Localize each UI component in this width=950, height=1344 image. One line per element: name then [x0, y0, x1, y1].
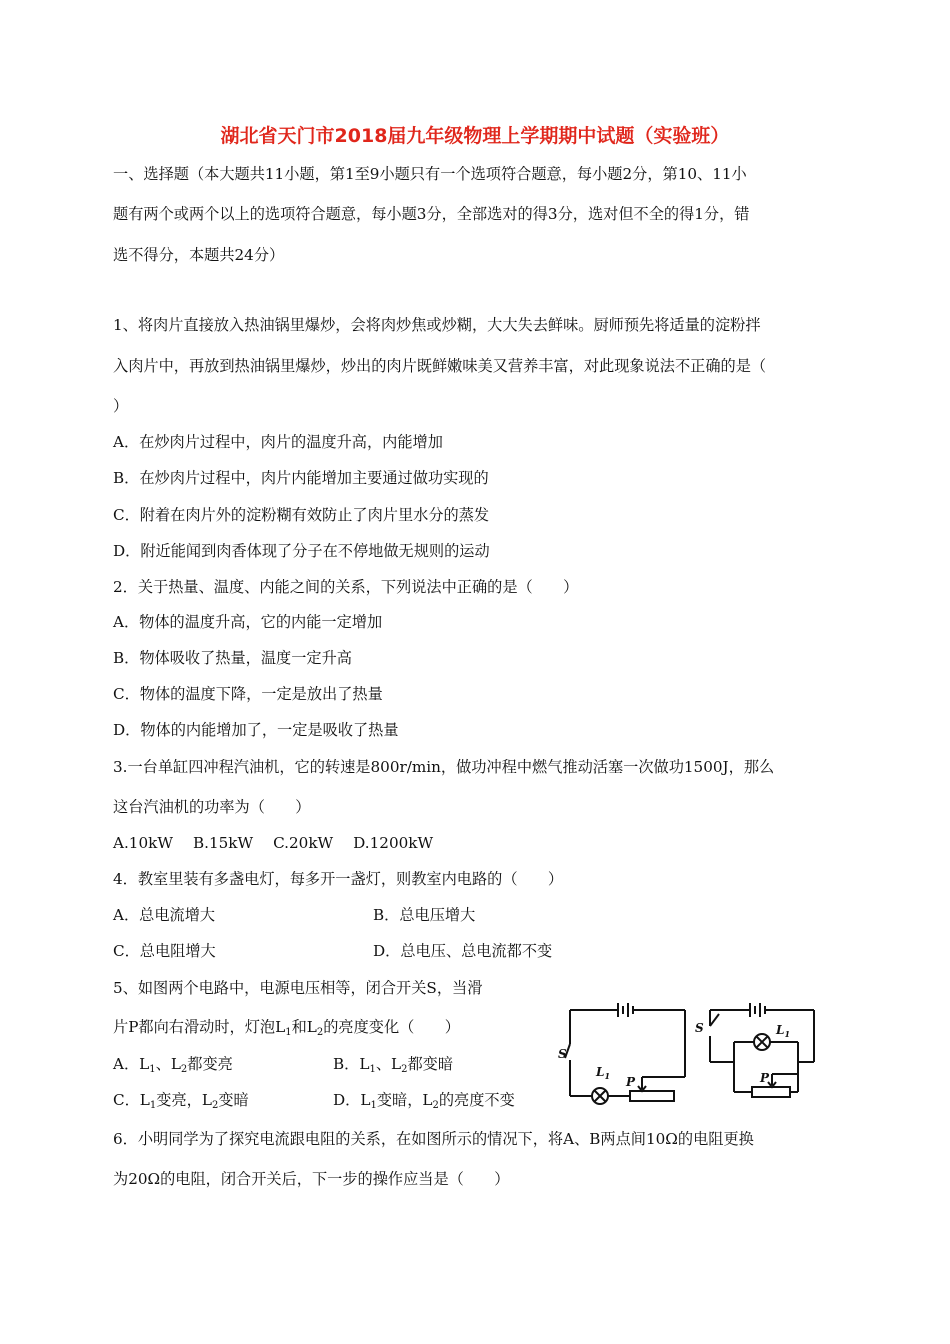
circuit-diagram-figure	[558, 992, 824, 1114]
question-1-stem: 1、将肉片直接放入热油锅里爆炒，会将肉炒焦或炒糊，大大失去鲜味。厨师预先将适量的淀粉拌	[113, 316, 761, 334]
question-4-option-b: B．总电压增大	[373, 906, 476, 924]
question-5-option-c: C．$L_1$变亮，$L_2$变暗	[113, 1091, 249, 1111]
lamp-label: $L_1$	[776, 1023, 791, 1039]
question-5-stem: 片P都向右滑动时，灯泡$L_1$和$L_2$的亮度变化（ ）	[113, 1018, 460, 1038]
question-6-stem: 为20Ω的电阻，闭合开关后，下一步的操作应当是（ ）	[113, 1170, 510, 1188]
question-5-stem: 5、如图两个电路中，电源电压相等，闭合开关S，当滑	[113, 979, 483, 997]
section-instructions-line: 一、选择题（本大题共11小题，第1至9小题只有一个选项符合题意，每小题2分，第10、11小	[113, 165, 747, 183]
question-2-option-d: D．物体的内能增加了，一定是吸收了热量	[113, 721, 399, 739]
rheostat-icon	[630, 1091, 674, 1101]
question-1-stem: 入肉片中，再放到热油锅里爆炒，炒出的肉片既鲜嫩味美又营养丰富，对此现象说法不正确的是（	[113, 357, 767, 375]
question-5-option-d: D．$L_1$变暗，$L_2$的亮度不变	[333, 1091, 515, 1111]
switch-label: S	[558, 1047, 567, 1061]
switch-label: S	[695, 1021, 704, 1035]
page-title: 湖北省天门市2018届九年级物理上学期期中试题（实验班）	[220, 125, 730, 147]
slider-label: P	[760, 1071, 770, 1085]
slider-label: P	[626, 1075, 636, 1089]
question-3-stem: 3.一台单缸四冲程汽油机，它的转速是800r/min，做功冲程中燃气推动活塞一次做功1500J，那么	[113, 758, 775, 776]
left-circuit	[565, 1003, 685, 1104]
question-5-option-b: B．$L_1$、$L_2$都变暗	[333, 1055, 454, 1075]
question-6-stem: 6．小明同学为了探究电流跟电阻的关系，在如图所示的情况下，将A、B两点间10Ω的电阻更换	[113, 1130, 754, 1148]
question-1-option-c: C．附着在肉片外的淀粉糊有效防止了肉片里水分的蒸发	[113, 506, 490, 524]
question-2-option-c: C．物体的温度下降，一定是放出了热量	[113, 685, 383, 703]
question-1-option-d: D．附近能闻到肉香体现了分子在不停地做无规则的运动	[113, 542, 490, 560]
question-3-stem: 这台汽油机的功率为（ ）	[113, 798, 311, 816]
question-4-option-a: A．总电流增大	[113, 906, 216, 924]
switch-icon	[710, 1014, 719, 1026]
rheostat-icon	[752, 1087, 790, 1097]
question-3-options: A.10kW B.15kW C.20kW D.1200kW	[113, 834, 434, 852]
question-5-option-a: A．$L_1$、$L_2$都变亮	[113, 1055, 233, 1075]
section-instructions-line: 选不得分，本题共24分）	[113, 246, 285, 264]
question-2-option-b: B．物体吸收了热量，温度一定升高	[113, 649, 352, 667]
question-4-stem: 4．教室里装有多盏电灯，每多开一盏灯，则教室内电路的（ ）	[113, 870, 564, 888]
question-2-option-a: A．物体的温度升高，它的内能一定增加	[113, 613, 383, 631]
question-2-stem: 2．关于热量、温度、内能之间的关系，下列说法中正确的是（ ）	[113, 578, 579, 596]
question-1-option-b: B．在炒肉片过程中，肉片内能增加主要通过做功实现的	[113, 469, 489, 487]
lamp-label: $L_1$	[596, 1065, 611, 1081]
section-instructions-line: 题有两个或两个以上的选项符合题意，每小题3分，全部选对的得3分，选对但不全的得1分，错	[113, 205, 750, 223]
question-4-option-d: D．总电压、总电流都不变	[373, 942, 553, 960]
question-1-stem: ）	[113, 397, 129, 415]
question-4-option-c: C．总电阻增大	[113, 942, 216, 960]
question-1-option-a: A．在炒肉片过程中，肉片的温度升高，内能增加	[113, 433, 443, 451]
